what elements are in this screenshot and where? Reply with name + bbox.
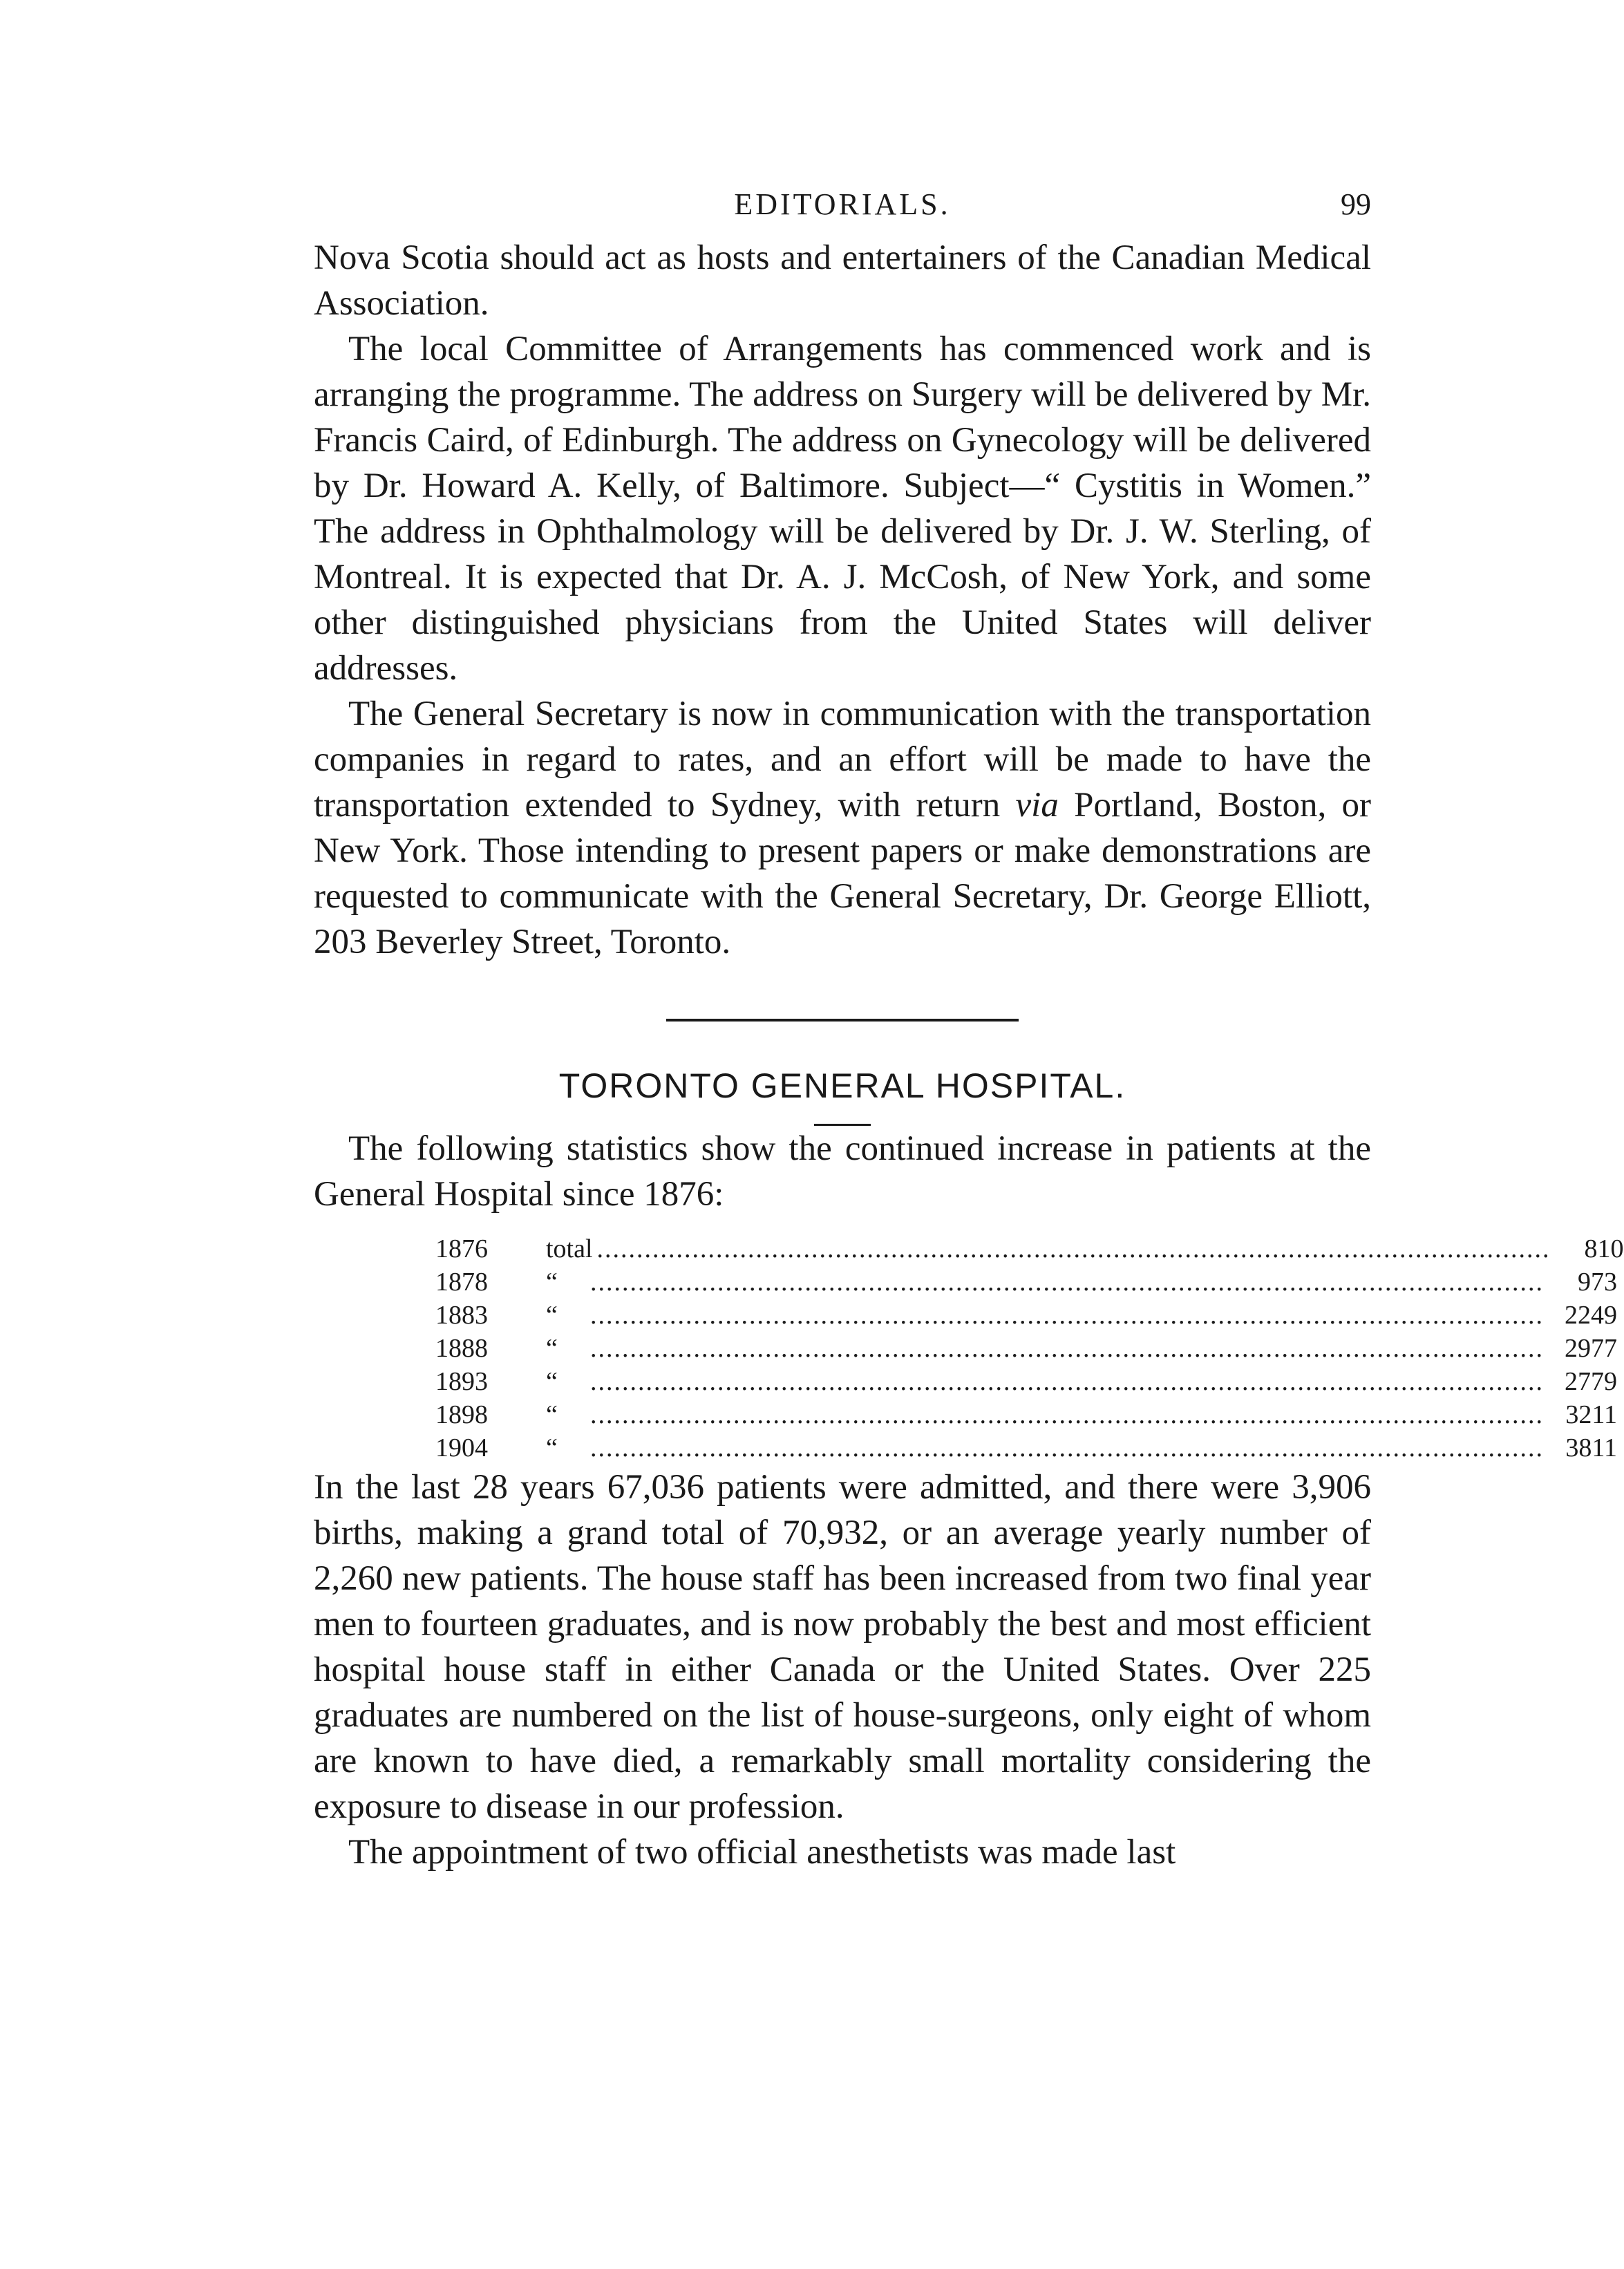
stat-year: 1883 bbox=[435, 1301, 488, 1330]
dot-leader: ........................................................................................................................ bbox=[590, 1268, 1544, 1297]
stat-label: “ bbox=[546, 1334, 558, 1363]
paragraph-hosts: Nova Scotia should act as hosts and entertainers of the Canadian Medical Association. bbox=[314, 238, 1371, 323]
statistics-table bbox=[435, 1232, 1624, 1465]
section-heading: TORONTO GENERAL HOSPITAL. bbox=[558, 1066, 1126, 1105]
statistics-row bbox=[435, 1398, 1617, 1431]
paragraph-arrangements: The local Committee of Arrangements has commenced work and is arranging the programme. The address on Surgery will be delivered by Mr. Francis Caird, of Edinburgh. The address on Gynecology will be delivered by Dr. Howard A. Kelly, of Baltimore. Subject—“ Cystitis in Women.” The address in Ophthalmology will be delivered by Dr. J. W. Sterling, of Montreal. It is expected that Dr. A. J. McCosh, of New York, and some other distinguished physicians from the United States will deliver addresses. bbox=[314, 330, 1371, 688]
stat-value: 2779 bbox=[1565, 1367, 1617, 1396]
dot-leader: ........................................................................................................................ bbox=[590, 1334, 1544, 1363]
via-italic: via bbox=[1015, 786, 1059, 825]
stat-label: “ bbox=[546, 1433, 558, 1462]
transportation-text-start: The General Secretary is now in communication with the transportation companies in regard to rates, and an effort will be made to have the transportation extended to Sydney, with return bbox=[314, 695, 1371, 825]
stat-value: 2977 bbox=[1565, 1334, 1617, 1363]
stat-value: 973 bbox=[1578, 1268, 1617, 1297]
page-content bbox=[314, 187, 1624, 1875]
statistics-intro: The following statistics show the continued increase in patients at the General Hospital since 1876: bbox=[314, 1129, 1371, 1214]
stat-label: “ bbox=[546, 1400, 558, 1429]
stat-value: 810 bbox=[1584, 1234, 1624, 1263]
paragraph-anesthetists: The appointment of two official anesthetists was made last bbox=[348, 1833, 1176, 1872]
paragraph-transportation bbox=[314, 691, 1371, 965]
running-title: EDITORIALS. bbox=[734, 187, 951, 221]
stat-year: 1904 bbox=[435, 1433, 488, 1462]
stat-label: total bbox=[546, 1234, 593, 1263]
stat-year: 1898 bbox=[435, 1400, 488, 1429]
stat-label: “ bbox=[546, 1367, 558, 1396]
stat-value: 3811 bbox=[1565, 1433, 1617, 1462]
paragraph-admissions: In the last 28 years 67,036 patients were admitted, and there were 3,906 births, making a grand total of 70,932, or an average yearly number of 2,260 new patients. The house staff has been increased from two final year men to fourteen graduates, and is now probably the best and most efficient hospital house staff in either Canada or the United States. Over 225 graduates are numbered on the list of house-surgeons, only eight of whom are known to have died, a remarkably small mortality considering the exposure to disease in our profession. bbox=[314, 1468, 1371, 1826]
statistics-row bbox=[435, 1431, 1617, 1465]
stat-year: 1893 bbox=[435, 1367, 488, 1396]
dot-leader: ........................................................................................................................ bbox=[590, 1301, 1544, 1330]
statistics-row bbox=[435, 1365, 1617, 1398]
statistics-row bbox=[435, 1299, 1617, 1332]
statistics-row bbox=[435, 1232, 1624, 1265]
dot-leader: ........................................................................................................................ bbox=[590, 1367, 1544, 1396]
stat-label: “ bbox=[546, 1301, 558, 1330]
stat-value: 3211 bbox=[1565, 1400, 1617, 1429]
stat-year: 1878 bbox=[435, 1268, 488, 1297]
stat-label: “ bbox=[546, 1268, 558, 1297]
stat-value: 2249 bbox=[1565, 1301, 1617, 1330]
statistics-row bbox=[435, 1265, 1617, 1299]
statistics-row bbox=[435, 1332, 1617, 1365]
page-number: 99 bbox=[1341, 187, 1371, 221]
dot-leader: ........................................................................................................................ bbox=[596, 1234, 1551, 1263]
transportation-text-end: Portland, Boston, or New York. Those intending to present papers or make demonstrations are requested to communicate with the General Secretary, Dr. George Elliott, 203 Beverley Street, Toronto. bbox=[314, 786, 1371, 961]
dot-leader: ........................................................................................................................ bbox=[590, 1400, 1544, 1429]
stat-year: 1888 bbox=[435, 1334, 488, 1363]
dot-leader: ........................................................................................................................ bbox=[590, 1433, 1544, 1462]
section-divider bbox=[666, 1019, 1019, 1021]
running-head bbox=[314, 187, 1371, 235]
stat-year: 1876 bbox=[435, 1234, 488, 1263]
